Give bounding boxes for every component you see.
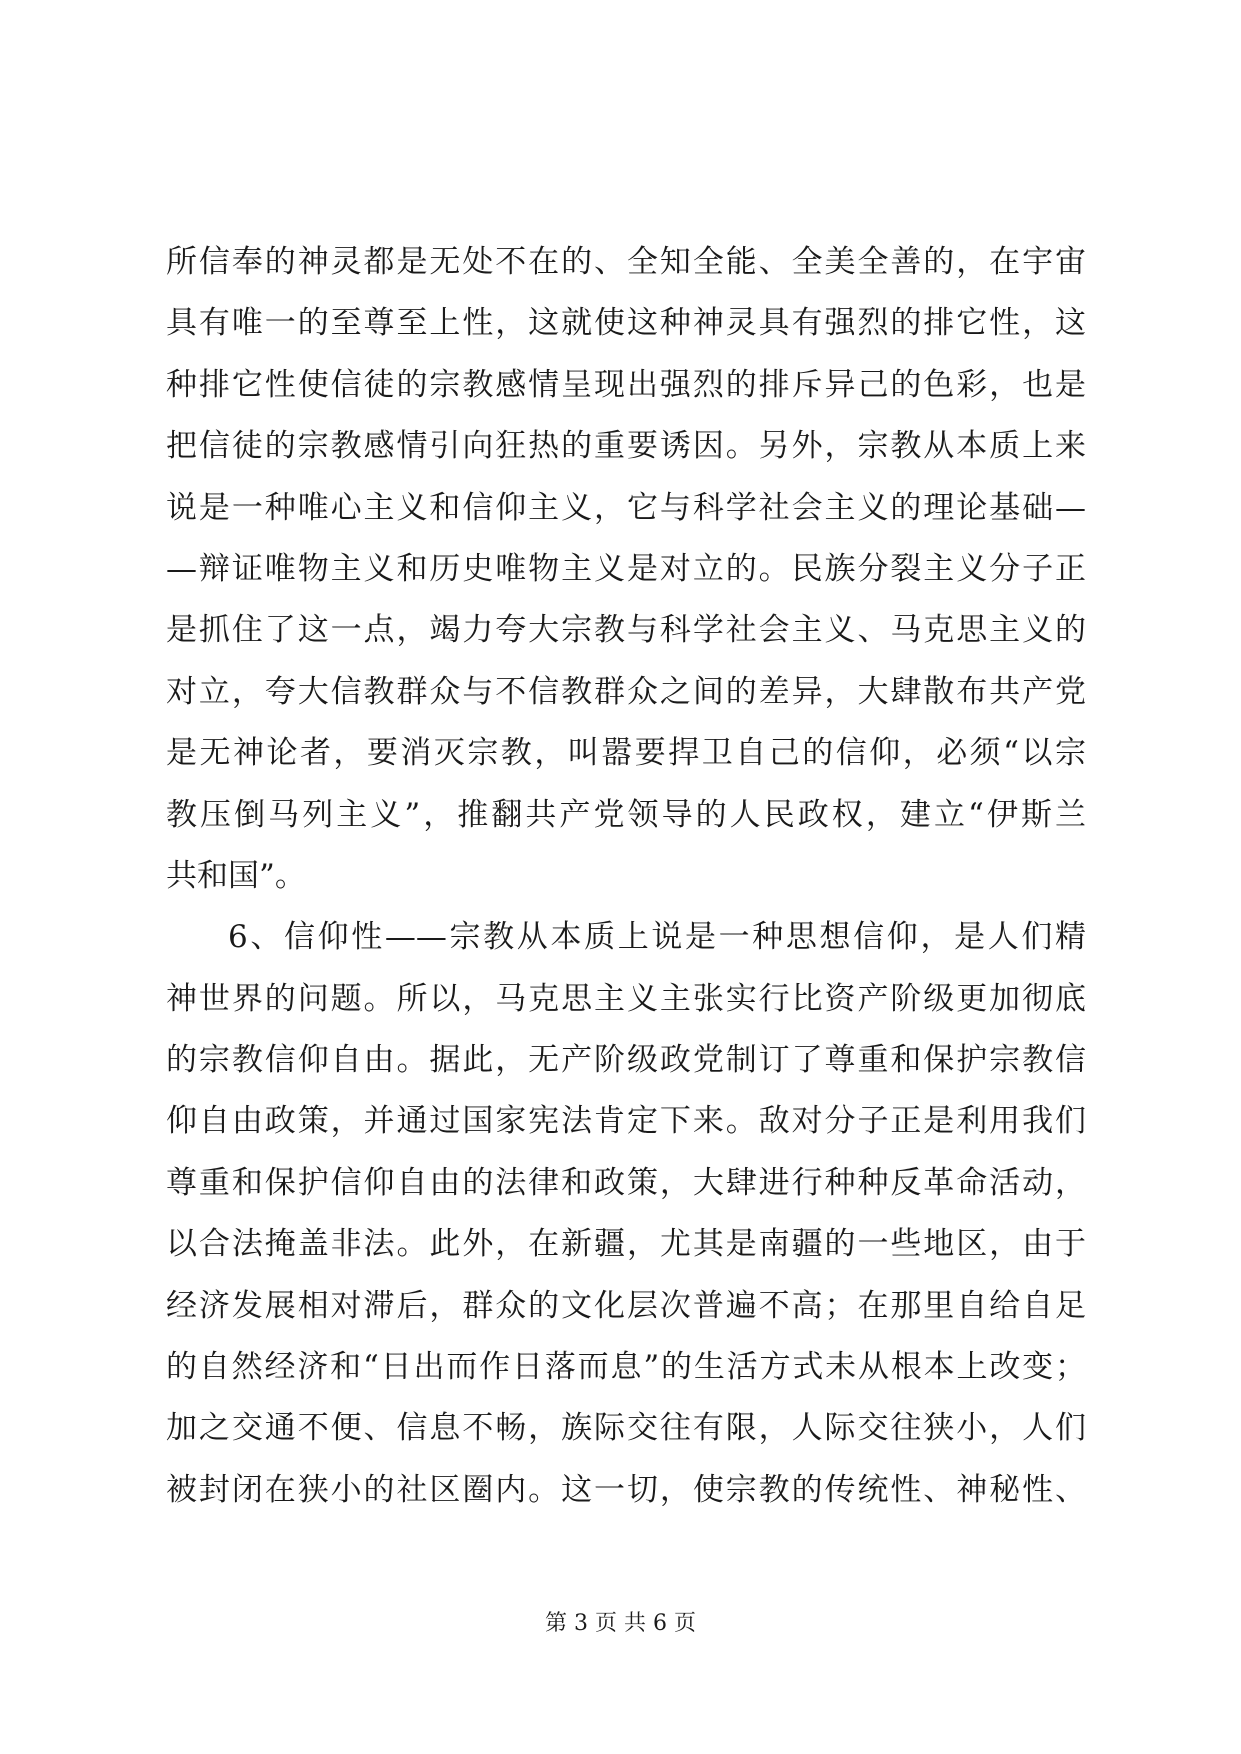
- text-line: 加之交通不便、信息不畅，族际交往有限，人际交往狭小，人们: [166, 1410, 1086, 1447]
- text-line: 具有唯一的至尊至上性，这就使这种神灵具有强烈的排它性，这: [166, 305, 1086, 342]
- text-line: 共和国”。: [166, 857, 306, 894]
- page-number-footer: 第 3 页 共 6 页: [545, 1611, 696, 1636]
- text-line: 仰自由政策，并通过国家宪法肯定下来。敌对分子正是利用我们: [166, 1103, 1086, 1140]
- text-line: 是无神论者，要消灭宗教，叫嚣要捍卫自己的信仰，必须“以宗: [166, 735, 1086, 772]
- text-line: 把信徒的宗教感情引向狂热的重要诱因。另外，宗教从本质上来: [166, 428, 1086, 465]
- text-line: 教压倒马列主义”，推翻共产党领导的人民政权，建立“伊斯兰: [166, 796, 1086, 833]
- text-line: 的宗教信仰自由。据此，无产阶级政党制订了尊重和保护宗教信: [166, 1042, 1086, 1079]
- text-line: 尊重和保护信仰自由的法律和政策，大肆进行种种反革命活动，: [166, 1164, 1086, 1201]
- text-line: 经济发展相对滞后，群众的文化层次普遍不高；在那里自给自足: [166, 1287, 1086, 1324]
- text-line: 种排它性使信徒的宗教感情呈现出强烈的排斥异己的色彩，也是: [166, 366, 1086, 403]
- text-line: 对立，夸大信教群众与不信教群众之间的差异，大肆散布共产党: [166, 673, 1086, 710]
- text-line: 的自然经济和“日出而作日落而息”的生活方式未从根本上改变；: [166, 1349, 1086, 1386]
- text-line: 是抓住了这一点，竭力夸大宗教与科学社会主义、马克思主义的: [166, 612, 1086, 649]
- text-line: 说是一种唯心主义和信仰主义，它与科学社会主义的理论基础—: [166, 489, 1086, 526]
- text-line: 神世界的问题。所以，马克思主义主张实行比资产阶级更加彻底: [166, 980, 1086, 1017]
- text-line: —辩证唯物主义和历史唯物主义是对立的。民族分裂主义分子正: [166, 550, 1086, 587]
- paragraph-start-line: 6、信仰性——宗教从本质上说是一种思想信仰，是人们精: [228, 919, 1086, 956]
- text-line: 所信奉的神灵都是无处不在的、全知全能、全美全善的，在宇宙: [166, 244, 1086, 280]
- body-text: [166, 232, 1086, 1521]
- text-line: 以合法掩盖非法。此外，在新疆，尤其是南疆的一些地区，由于: [166, 1226, 1086, 1263]
- text-line: 被封闭在狭小的社区圈内。这一切，使宗教的传统性、神秘性、: [166, 1471, 1086, 1508]
